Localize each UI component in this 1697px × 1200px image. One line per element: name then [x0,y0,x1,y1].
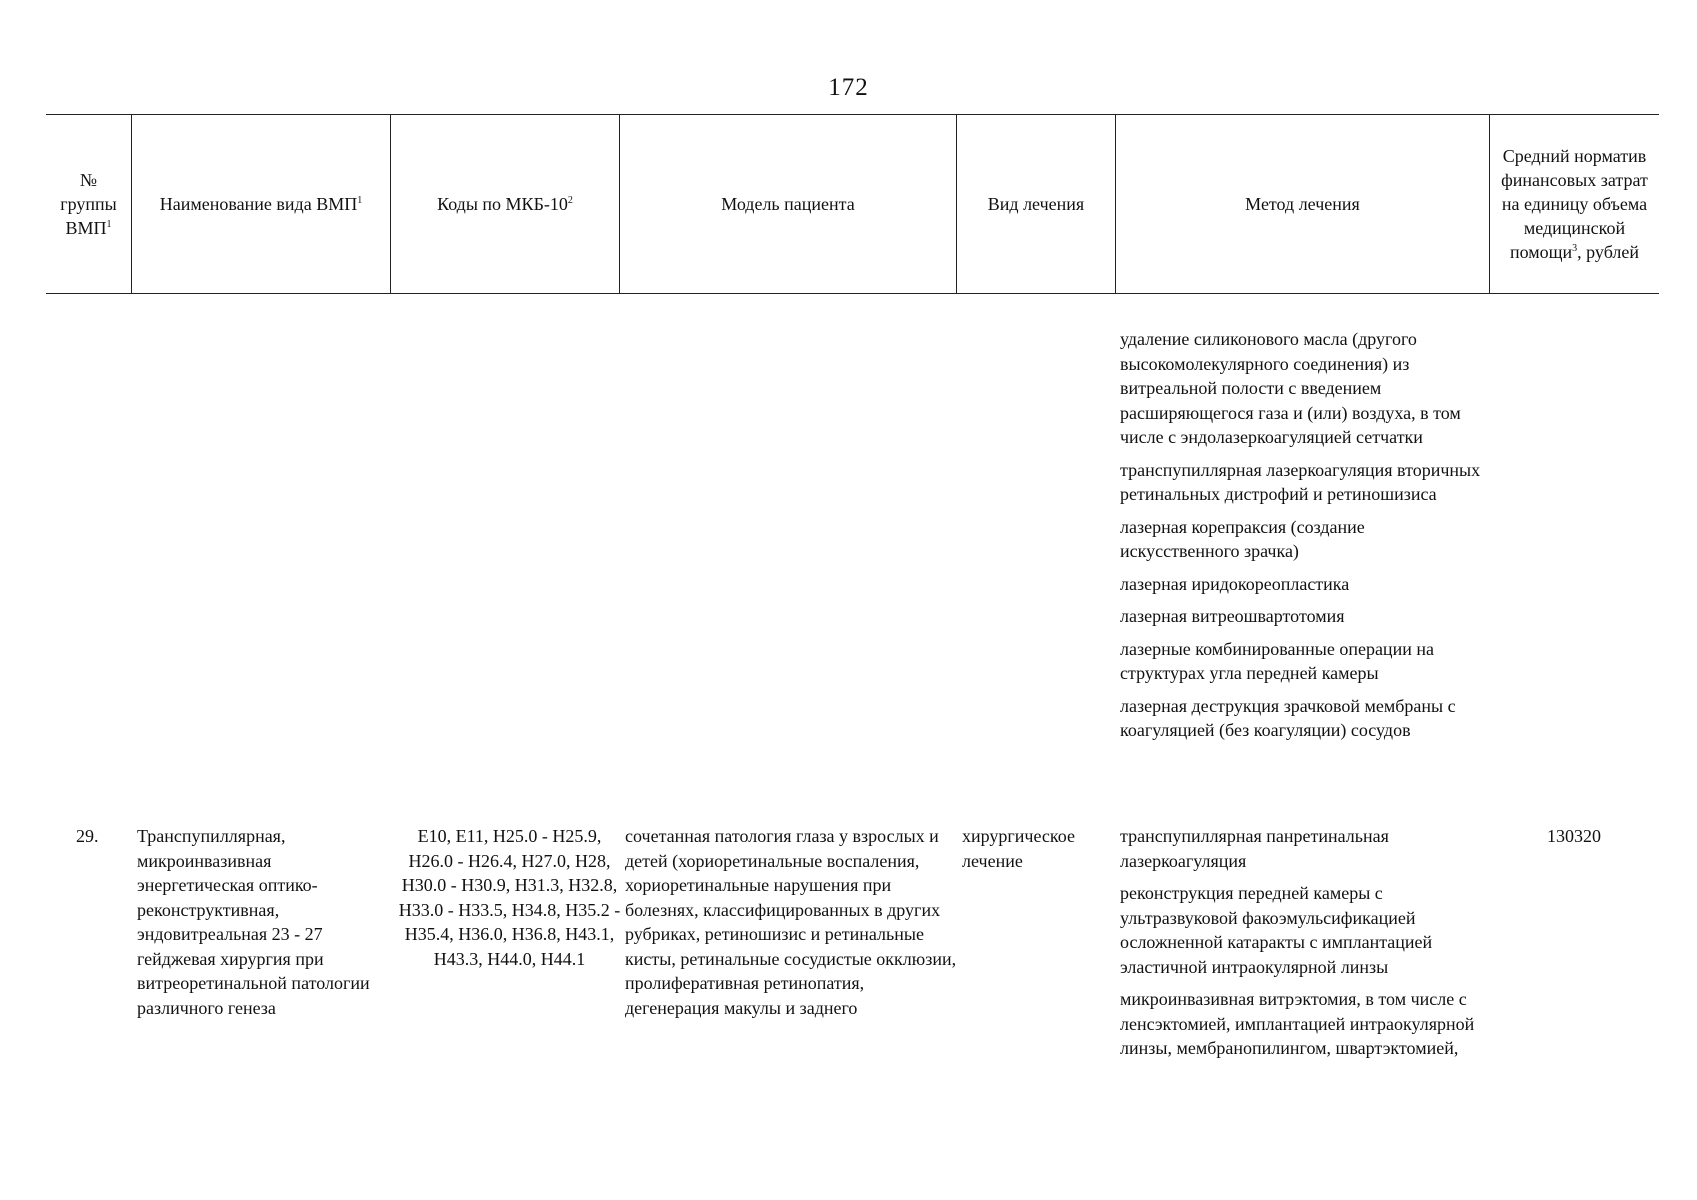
list-item: лазерная витреошвартотомия [1120,606,1345,626]
row-vmp-name: Транспупиллярная, микроинвазивная энергетическая оптико-реконструктивная, эндовитреальная 23 - 27 гейджевая хирургия при витреоретинальной патологии различного генеза [137,826,370,1018]
row-average-cost: 130320 [1547,826,1601,846]
page-number: 172 [828,74,869,101]
row-icd-codes: E10, E11, H25.0 - H25.9, H26.0 - H26.4, H27.0, H28, H30.0 - H30.9, H31.3, H32.8, H33.0 - H33.5, H34.8, H35.2 - H35.4, H36.0, H36.8, H43.1, H43.3, H44.0, H44.1 [398,826,621,969]
table-header [46,114,1659,294]
header-group-number: № группы ВМП$^1$ [60,170,117,238]
list-item: транспупиллярная панретинальная лазеркоагуляция [1120,826,1389,871]
row-treatment-type: хирургическое лечение [962,826,1075,871]
header-vmp-name: Наименование вида ВМП$^1$ [131,115,390,293]
row-patient-model: сочетанная патология глаза у взрослых и детей (хориоретинальные воспаления, хориоретинальные нарушения при болезнях, классифицированных в других рубриках, ретиношизис и ретинальные кисты, ретинальные сосудистые окклюзии, пролиферативная ретинопатия, дегенерация макулы и заднего [625,826,957,1018]
list-item: лазерная иридокореопластика [1120,573,1350,594]
list-item: лазерная деструкция зрачковой мембраны с коагуляцией (без коагуляции) сосудов [1120,695,1456,740]
list-item: удаление силиконового масла (другого высокомолекулярного соединения) из витреальной полости с введением расширяющегося газа и (или) воздуха, в том числе с эндолазеркоагуляцией сетчатки [1120,329,1461,447]
list-item: микроинвазивная витрэктомия, в том числе с ленсэктомией, имплантацией интраокулярной линзы, мембранопилингом, швартэктомией, [1120,989,1475,1058]
continued-methods-list [1120,327,1488,751]
row-methods-list [1120,824,1488,1069]
list-item: реконструкция передней камеры с ультразвуковой факоэмульсификацией осложненной катаракты с имплантацией эластичной интраокулярной линзы [1120,883,1433,977]
list-item: лазерная корепраксия (создание искусственного зрачка) [1120,516,1365,561]
header-treatment-method: Метод лечения [1115,115,1489,293]
header-average-cost: Средний норматив финансовых затрат на единицу объема медицинской помощи$^3$, рублей [1489,115,1659,293]
header-icd-codes: Коды по МКБ-$10^2$ [390,115,619,293]
row-group-number: 29. [76,826,99,846]
list-item: транспупиллярная лазеркоагуляция вторичных ретинальных дистрофий и ретиношизиса [1120,459,1481,504]
list-item: лазерные комбинированные операции на структурах угла передней камеры [1120,638,1434,683]
header-patient-model: Модель пациента [619,115,956,293]
header-treatment-type: Вид лечения [956,115,1115,293]
